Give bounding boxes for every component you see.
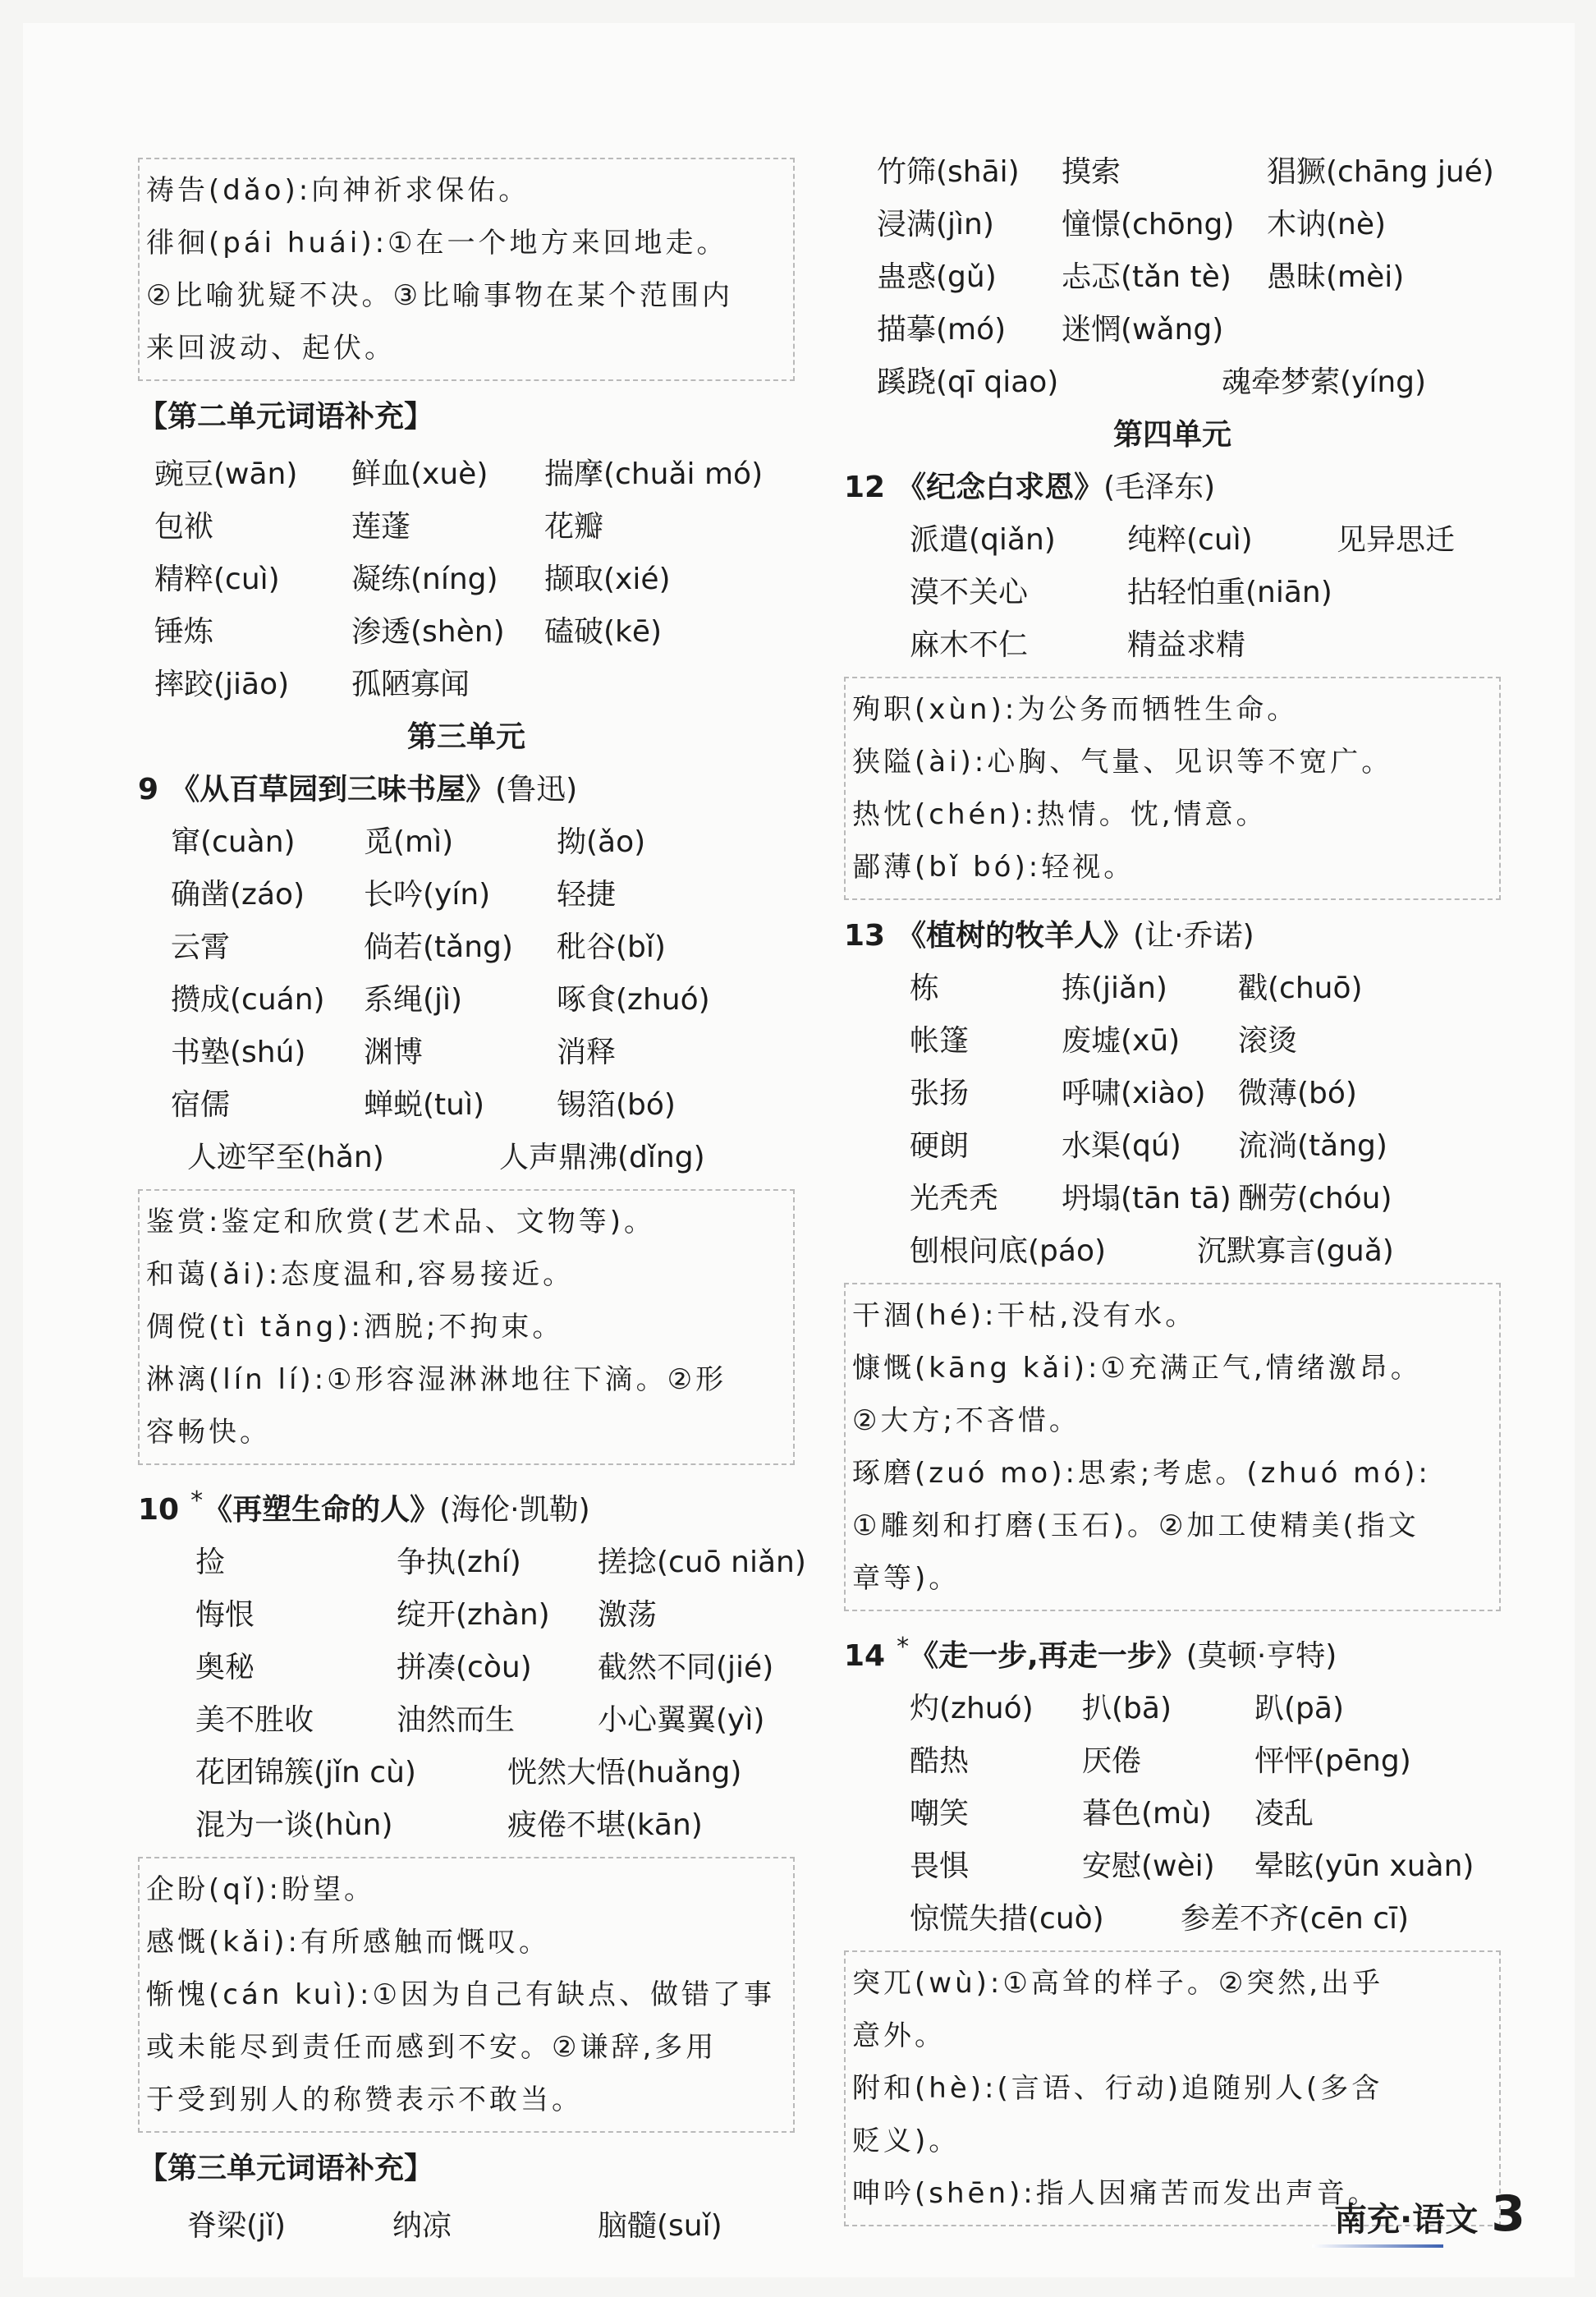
- word: 攒成(cuán): [171, 983, 325, 1017]
- word: 木讷(nè): [1267, 208, 1387, 241]
- word: 拗(ǎo): [557, 825, 646, 859]
- definition-line: 干涸(hé):干枯,没有水。: [852, 1299, 1197, 1332]
- definition-line: 祷告(dǎo):向神祈求保佑。: [146, 174, 530, 207]
- word: 宿儒: [171, 1088, 231, 1122]
- word: 微薄(bó): [1238, 1077, 1357, 1110]
- word: 摔跤(jiāo): [154, 668, 290, 701]
- word: 蛊惑(gǔ): [877, 260, 997, 294]
- word: 疲倦不堪(kān): [507, 1808, 703, 1842]
- word: 硬朗: [910, 1129, 970, 1163]
- word: 争执(zhí): [397, 1546, 521, 1579]
- word: [1337, 567, 1550, 619]
- lesson-9-heading: [138, 764, 795, 816]
- word: 精益求精: [1127, 628, 1246, 662]
- definition-line: 鉴赏:鉴定和欣赏(艺术品、文物等)。: [146, 1206, 655, 1238]
- word: 蹊跷(qī qiao): [877, 365, 1059, 399]
- definition-line: 于受到别人的称赞表示不敢当。: [146, 2083, 583, 2116]
- definition-line: 惭愧(cán kuì):①因为自己有缺点、做错了事: [146, 1978, 775, 2011]
- word: 光秃秃: [910, 1182, 999, 1215]
- lesson-author: (海伦·凯勒): [439, 1493, 590, 1527]
- word: 渊博: [364, 1036, 424, 1069]
- definition-line: 淋漓(lín lí):①形容湿淋淋地往下滴。②形: [146, 1363, 727, 1396]
- word: 愚昧(mèi): [1267, 260, 1405, 294]
- lesson-12-heading: [844, 462, 1501, 514]
- word: 惊慌失措(cuò): [910, 1902, 1104, 1936]
- definition-line: 或未能尽到责任而感到不安。②谦辞,多用: [146, 2031, 718, 2064]
- lesson-10-word-grid: [138, 1537, 806, 1747]
- lesson-number: 13: [844, 919, 886, 953]
- word: 嘲笑: [910, 1797, 970, 1831]
- word: 系绳(jì): [364, 983, 463, 1017]
- word: 截然不同(jié): [598, 1651, 774, 1684]
- word: 撷取(xié): [544, 563, 671, 596]
- definition-line: 狭隘(ài):心胸、气量、见识等不宽广。: [852, 746, 1393, 779]
- lesson-9-word-grid: [138, 816, 795, 1132]
- word: 揣摩(chuǎi mó): [544, 457, 764, 491]
- word: 刨根问底(páo): [910, 1234, 1107, 1268]
- lesson-10-heading: [138, 1475, 795, 1537]
- lesson-13-heading: [844, 910, 1501, 962]
- definition-line: 企盼(qǐ):盼望。: [146, 1873, 376, 1906]
- word: 鲜血(xuè): [351, 457, 488, 491]
- lesson-author: (让·乔诺): [1133, 919, 1254, 953]
- lesson-title: 《植树的牧羊人》: [897, 919, 1134, 953]
- word: [1267, 304, 1530, 356]
- word: 呼啸(xiào): [1062, 1077, 1206, 1110]
- word: 窜(cuàn): [171, 825, 296, 859]
- lesson-number: 14: [844, 1639, 886, 1673]
- definition-line: 琢磨(zuó mo):思索;考虑。(zhuó mó):: [852, 1457, 1431, 1490]
- word: 云霄: [171, 930, 231, 964]
- word: 绽开(zhàn): [397, 1598, 550, 1632]
- word: 倘若(tǎng): [364, 930, 513, 964]
- word: 脑髓(suǐ): [598, 2209, 722, 2243]
- word: 浸满(jìn): [877, 208, 994, 241]
- unit3-word-grid: [138, 2200, 795, 2253]
- definition-line: 鄙薄(bǐ bó):轻视。: [852, 851, 1135, 884]
- lesson-author: (莫顿·亨特): [1186, 1639, 1337, 1673]
- word: 啄食(zhuó): [557, 983, 710, 1017]
- definition-line: 徘徊(pái huái):①在一个地方来回地走。: [146, 227, 728, 260]
- word: 奥秘: [195, 1651, 255, 1684]
- word: 蝉蜕(tuì): [364, 1088, 485, 1122]
- word: 长吟(yín): [364, 878, 491, 912]
- unit3-supplement-heading: 【第三单元词语补充】: [138, 2152, 434, 2185]
- word: 坍塌(tān tā): [1062, 1182, 1231, 1215]
- word: 麻木不仁: [910, 628, 1029, 662]
- word: 沉默寡言(guǎ): [1197, 1234, 1394, 1268]
- word: 晕眩(yūn xuàn): [1254, 1849, 1474, 1883]
- word: 花瓣: [544, 510, 604, 544]
- lesson-title: 《走一步,再走一步》: [909, 1639, 1186, 1673]
- definition-box-1: [138, 158, 795, 381]
- word: 流淌(tǎng): [1238, 1129, 1387, 1163]
- definition-line: 意外。: [852, 2019, 946, 2052]
- word: 戳(chuō): [1238, 972, 1363, 1005]
- word: 搓捻(cuō niǎn): [598, 1546, 806, 1579]
- word: 渗透(shèn): [351, 615, 505, 649]
- word: 精粹(cuì): [154, 563, 280, 596]
- word: [1337, 619, 1550, 672]
- unit3-continued-idioms: [844, 356, 1501, 409]
- lesson-author: (鲁迅): [495, 773, 578, 806]
- word: 激荡: [598, 1598, 658, 1632]
- definition-line: ②大方;不吝惜。: [852, 1404, 1080, 1437]
- word: 参差不齐(cēn cī): [1181, 1902, 1410, 1936]
- word: 竹筛(shāi): [877, 155, 1020, 189]
- definition-line: 殉职(xùn):为公务而牺牲生命。: [852, 693, 1299, 726]
- word: 捡: [195, 1546, 226, 1579]
- word: 凝练(níng): [351, 563, 498, 596]
- word: 趴(pā): [1254, 1692, 1345, 1725]
- lesson-12-word-grid: [844, 514, 1501, 672]
- word: 安慰(wèi): [1082, 1849, 1215, 1883]
- word: 人声鼎沸(dǐng): [499, 1141, 705, 1174]
- word: 见异思迁: [1337, 523, 1456, 557]
- word: 灼(zhuó): [910, 1692, 1034, 1725]
- word: 纯粹(cuì): [1127, 523, 1253, 557]
- word: 憧憬(chōng): [1062, 208, 1235, 241]
- definition-line: 感慨(kǎi):有所感触而慨叹。: [146, 1926, 550, 1959]
- footer-label: 南充·语文: [1334, 2201, 1479, 2239]
- lesson-author: (毛泽东): [1103, 471, 1216, 504]
- word: 悔恨: [195, 1598, 255, 1632]
- definition-box-2: [138, 1189, 795, 1465]
- word: 秕谷(bǐ): [557, 930, 666, 964]
- lesson-9-idioms: [138, 1132, 795, 1184]
- word: 猖獗(chāng jué): [1267, 155, 1494, 189]
- definition-line: 突兀(wù):①高耸的样子。②突然,出乎: [852, 1967, 1384, 2000]
- word: 莲蓬: [351, 510, 411, 544]
- word: 厌倦: [1082, 1744, 1142, 1778]
- word: 凌乱: [1254, 1797, 1314, 1831]
- word: 消释: [557, 1036, 617, 1069]
- word: 美不胜收: [195, 1703, 314, 1737]
- word: 轻捷: [557, 878, 617, 912]
- word: 张扬: [910, 1077, 970, 1110]
- word: 觅(mì): [364, 825, 454, 859]
- definition-line: ②比喻犹疑不决。③比喻事物在某个范围内: [146, 279, 733, 312]
- word: 派遣(qiǎn): [910, 523, 1056, 557]
- word: 滚烫: [1238, 1024, 1298, 1058]
- word: 摸索: [1062, 155, 1121, 189]
- word: 描摹(mó): [877, 313, 1007, 347]
- word: 书塾(shú): [171, 1036, 306, 1069]
- definition-box-3: [138, 1857, 795, 2133]
- definition-line: ①雕刻和打磨(玉石)。②加工使精美(指文: [852, 1509, 1419, 1542]
- optional-mark: *: [897, 1633, 910, 1661]
- lesson-number: 12: [844, 471, 886, 504]
- definition-line: 倜傥(tì tǎng):洒脱;不拘束。: [146, 1311, 564, 1344]
- definition-line: 呻吟(shēn):指人因痛苦而发出声音。: [852, 2177, 1379, 2210]
- definition-box-4: [844, 677, 1501, 900]
- page-number: 3: [1491, 2185, 1525, 2243]
- word: 锤炼: [154, 615, 214, 649]
- lesson-title: 《从百草园到三味书屋》: [170, 773, 496, 806]
- unit4-title: 第四单元: [1112, 418, 1231, 452]
- word: 暮色(mù): [1082, 1797, 1212, 1831]
- word: 迷惘(wǎng): [1062, 313, 1224, 347]
- unit3-title: 第三单元: [406, 720, 525, 754]
- lesson-13-word-grid: [844, 962, 1501, 1225]
- word: 帐篷: [910, 1024, 970, 1058]
- lesson-14-idioms: [844, 1893, 1501, 1946]
- word: 混为一谈(hùn): [195, 1808, 393, 1842]
- lesson-14-heading: [844, 1621, 1501, 1683]
- definition-line: 慷慨(kāng kǎi):①充满正气,情绪激昂。: [852, 1352, 1422, 1385]
- word: 拈轻怕重(niān): [1127, 576, 1332, 609]
- word: 油然而生: [397, 1703, 516, 1737]
- word: 恍然大悟(huǎng): [507, 1756, 742, 1789]
- word: 小心翼翼(yì): [598, 1703, 765, 1737]
- definition-line: 和蔼(ǎi):态度温和,容易接近。: [146, 1258, 575, 1291]
- word: 锡箔(bó): [557, 1088, 676, 1122]
- word: 忐忑(tǎn tè): [1062, 260, 1231, 294]
- word: 酬劳(chóu): [1238, 1182, 1392, 1215]
- unit2-word-grid: [138, 448, 795, 711]
- lesson-13-idioms: [844, 1225, 1501, 1278]
- word: 畏惧: [910, 1849, 970, 1883]
- lesson-number: 9: [138, 773, 159, 806]
- word: 包袱: [154, 510, 214, 544]
- word: 脊梁(jǐ): [187, 2209, 287, 2243]
- lesson-title: 《纪念白求恩》: [897, 471, 1104, 504]
- right-column: [844, 146, 1501, 2236]
- footer-accent-line: [1312, 2244, 1443, 2248]
- page: [23, 23, 1575, 2277]
- word: 花团锦簇(jǐn cù): [195, 1756, 416, 1789]
- page-footer: [1334, 2185, 1525, 2243]
- lesson-14-word-grid: [844, 1683, 1501, 1893]
- word: 孤陋寡闻: [351, 668, 470, 701]
- word: 废墟(xū): [1062, 1024, 1181, 1058]
- word: 豌豆(wān): [154, 457, 298, 491]
- word: 魂牵梦萦(yíng): [1222, 365, 1427, 399]
- word: 怦怦(pēng): [1254, 1744, 1411, 1778]
- word: 酷热: [910, 1744, 970, 1778]
- word: 磕破(kē): [544, 615, 663, 649]
- word: 漠不关心: [910, 576, 1029, 609]
- word: 拣(jiǎn): [1062, 972, 1167, 1005]
- word: 扒(bā): [1082, 1692, 1172, 1725]
- definition-box-5: [844, 1283, 1501, 1611]
- word: 确凿(záo): [171, 878, 305, 912]
- word: [544, 659, 815, 711]
- word: 栋: [910, 972, 940, 1005]
- word: 拼凑(còu): [397, 1651, 532, 1684]
- word: 水渠(qú): [1062, 1129, 1181, 1163]
- definition-line: 来回波动、起伏。: [146, 332, 396, 365]
- unit2-supplement-heading: 【第二单元词语补充】: [138, 400, 434, 434]
- unit3-continued-word-grid: [844, 146, 1501, 356]
- lesson-title: 《再塑生命的人》: [203, 1493, 440, 1527]
- lesson-10-idioms: [138, 1747, 795, 1852]
- left-column: [138, 153, 806, 2253]
- lesson-number: 10: [138, 1493, 180, 1527]
- definition-line: 章等)。: [852, 1562, 961, 1595]
- definition-line: 容畅快。: [146, 1416, 271, 1449]
- optional-mark: *: [190, 1486, 204, 1515]
- definition-line: 贬义)。: [852, 2125, 961, 2157]
- definition-line: 热忱(chén):热情。忱,情意。: [852, 798, 1268, 831]
- word: 人迹罕至(hǎn): [187, 1141, 384, 1174]
- definition-line: 附和(hè):(言语、行动)追随别人(多含: [852, 2072, 1383, 2105]
- word: 纳凉: [392, 2209, 452, 2243]
